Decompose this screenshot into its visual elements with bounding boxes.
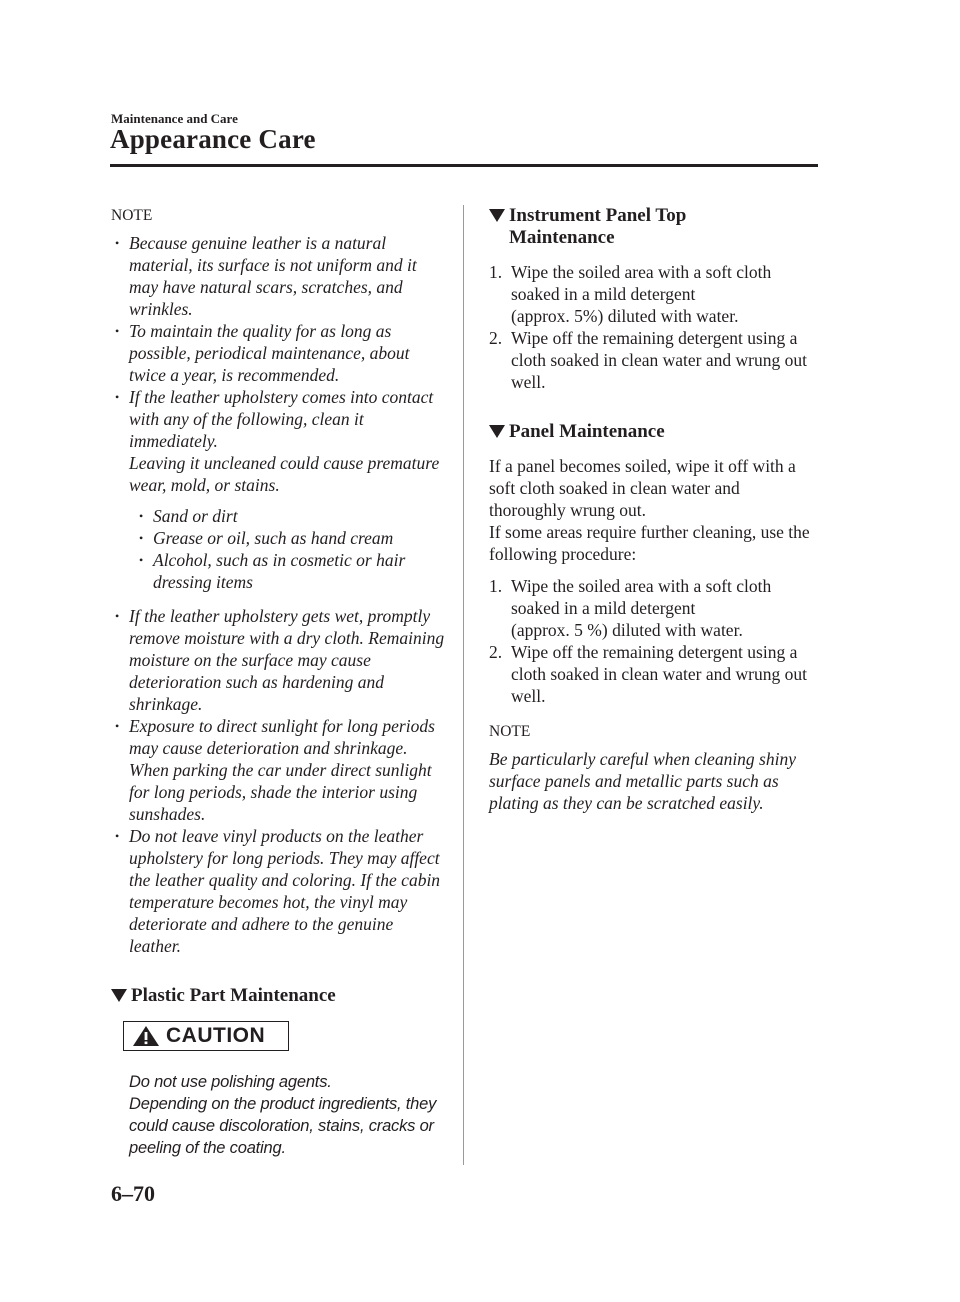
step-number: 1. [489,262,503,282]
triangle-down-icon [489,209,505,222]
note-item [111,605,447,715]
sub-item: • Sand or dirt [129,505,447,527]
step-text: Wipe off the remaining detergent using a cloth soaked in clean water and wrung out well. [511,328,807,392]
step-number: 2. [489,328,503,348]
note-text: • To maintain the quality for as long as possible, periodical maintenance, about twice a year, is recommended. [129,321,410,385]
panel-paragraph [489,455,819,565]
note-text: Leaving it uncleaned could cause premature wear, mold, or stains. [129,453,440,495]
panel-note-text: Be particularly careful when cleaning shiny surface panels and metallic parts such as plating as they can be scratched easily. [489,749,796,813]
note-item [111,320,447,386]
panel-steps [489,575,819,707]
sub-item: • Grease or oil, such as hand cream [129,527,447,549]
note-text: • Do not leave vinyl products on the leather upholstery for long periods. They may affect the leather quality and coloring. If the cabin temperature becomes hot, the vinyl may deteriorate and adhere to the genuine leather. [129,826,441,956]
sub-item: • Alcohol, such as in cosmetic or hair dressing items [129,549,447,593]
paragraph-text: If a panel becomes soiled, wipe it off with a soft cloth soaked in clean water and thoroughly wrung out. [489,456,796,520]
note-text: • Because genuine leather is a natural material, its surface is not uniform and it may have natural scars, scratches, and wrinkles. [129,233,417,319]
step-text: (approx. 5%) diluted with water. [511,306,739,326]
column-divider [463,205,464,1165]
heading-text: Plastic Part Maintenance [131,985,336,1006]
step-text: Wipe off the remaining detergent using a cloth soaked in clean water and wrung out well. [511,642,807,706]
caution-line: Depending on the product ingredients, they could cause discoloration, stains, cracks or peeling of the coating. [129,1095,437,1157]
caution-label: CAUTION [166,1024,266,1047]
note-item [111,825,447,957]
paragraph-text: If some areas require further cleaning, use the following procedure: [489,522,810,564]
step-text: (approx. 5 %) diluted with water. [511,620,743,640]
step-number: 2. [489,642,503,662]
note-text: • If the leather upholstery comes into contact with any of the following, clean it immediately. [129,387,434,451]
section-label: Maintenance and Care [111,111,238,126]
step-item [489,261,819,327]
caution-text [129,1071,447,1159]
step-text: Wipe the soiled area with a soft cloth soaked in a mild detergent [511,576,772,618]
right-column [489,205,819,814]
plastic-part-heading [111,985,447,1007]
step-number: 1. [489,576,503,596]
heading-text: Maintenance [509,227,615,248]
contaminant-list [129,505,447,593]
note-item [111,232,447,320]
left-column [111,205,447,1159]
warning-triangle-icon [132,1025,160,1047]
caution-line: Do not use polishing agents. [129,1073,332,1091]
note-text: • Exposure to direct sunlight for long periods may cause deterioration and shrinkage. When parking the car under direct sunlight for long periods, shade the interior using sunshades. [129,716,435,824]
instrument-panel-heading [489,205,819,249]
triangle-down-icon [111,989,127,1002]
page-number: 6–70 [111,1181,155,1206]
note-item [111,715,447,825]
panel-maintenance-heading [489,421,819,443]
caution-label-box [123,1021,289,1051]
step-text: Wipe the soiled area with a soft cloth soaked in a mild detergent [511,262,772,304]
note-text: • If the leather upholstery gets wet, promptly remove moisture with a dry cloth. Remaining moisture on the surface may cause deterioration such as hardening and shrinkage. [129,606,445,714]
heading-text: Instrument Panel Top [509,205,687,226]
step-item [489,575,819,641]
note-item [111,386,447,593]
title-rule [110,164,818,167]
page-title: Appearance Care [110,124,316,154]
step-item [489,327,819,393]
note-label: NOTE [489,723,531,740]
triangle-down-icon [489,425,505,438]
step-item [489,641,819,707]
instrument-panel-steps [489,261,819,393]
heading-text: Panel Maintenance [509,421,665,442]
note-label: NOTE [111,207,153,224]
leather-notes [111,232,447,957]
